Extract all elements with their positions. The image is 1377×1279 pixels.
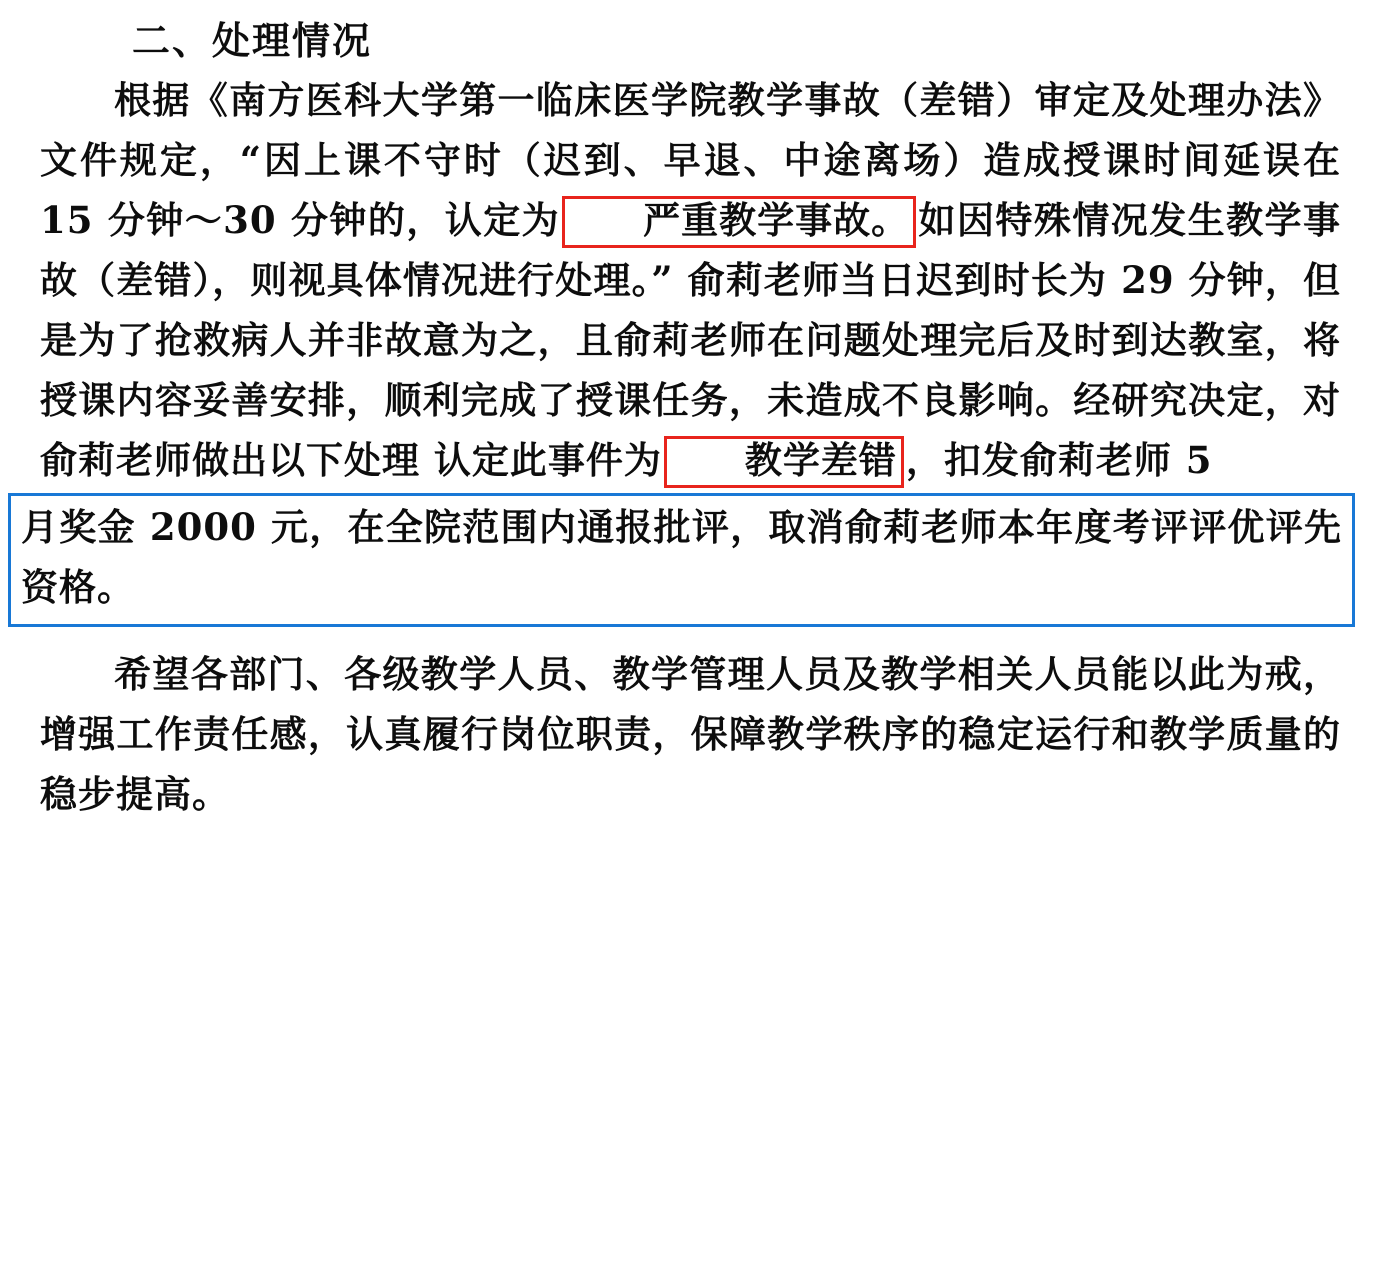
paragraph-text-part-2: 如因特殊情况发生教学事故（差错），则视具体情况进行处理。” 俞莉老师当日迟到时长为 29 分钟，但是为了抢救病人并非故意为之，且俞莉老师在问题处理完后及时到达教室，将授课内容妥善安排，顺利完成了授课任务，未造成不良影响。经研究决定，对俞莉老师做出以下处理 认定此事件为: [40, 198, 1341, 482]
paragraph-closing-remarks: [22, 645, 1355, 825]
blue-box-text: 月奖金 2000 元，在全院范围内通报批评，取消俞莉老师本年度考评评优评先资格。: [21, 504, 1342, 609]
spacer: [22, 627, 1355, 633]
closing-text: 希望各部门、各级教学人员、教学管理人员及教学相关人员能以此为戒，增强工作责任感，认真履行岗位职责，保障教学秩序的稳定运行和教学质量的稳步提高。: [40, 651, 1341, 816]
paragraph-text-part-1: 根据《南方医科大学第一临床医学院教学事故（差错）审定及处理办法》文件规定，“因上课不守时（迟到、早退、中途离场）造成授课时间延误在 15 分钟～30 分钟的，认定为: [40, 78, 1341, 243]
blue-box-penalty-statement: [8, 493, 1355, 627]
section-heading: 二、处理情况: [132, 19, 373, 63]
red-highlight-teaching-error: 教学差错: [664, 436, 904, 488]
paragraph-processing-details: [22, 71, 1355, 491]
paragraph-text-part-3: ，扣发俞莉老师 5: [905, 437, 1213, 482]
red-highlight-serious-teaching-accident: 严重教学事故。: [562, 196, 916, 248]
